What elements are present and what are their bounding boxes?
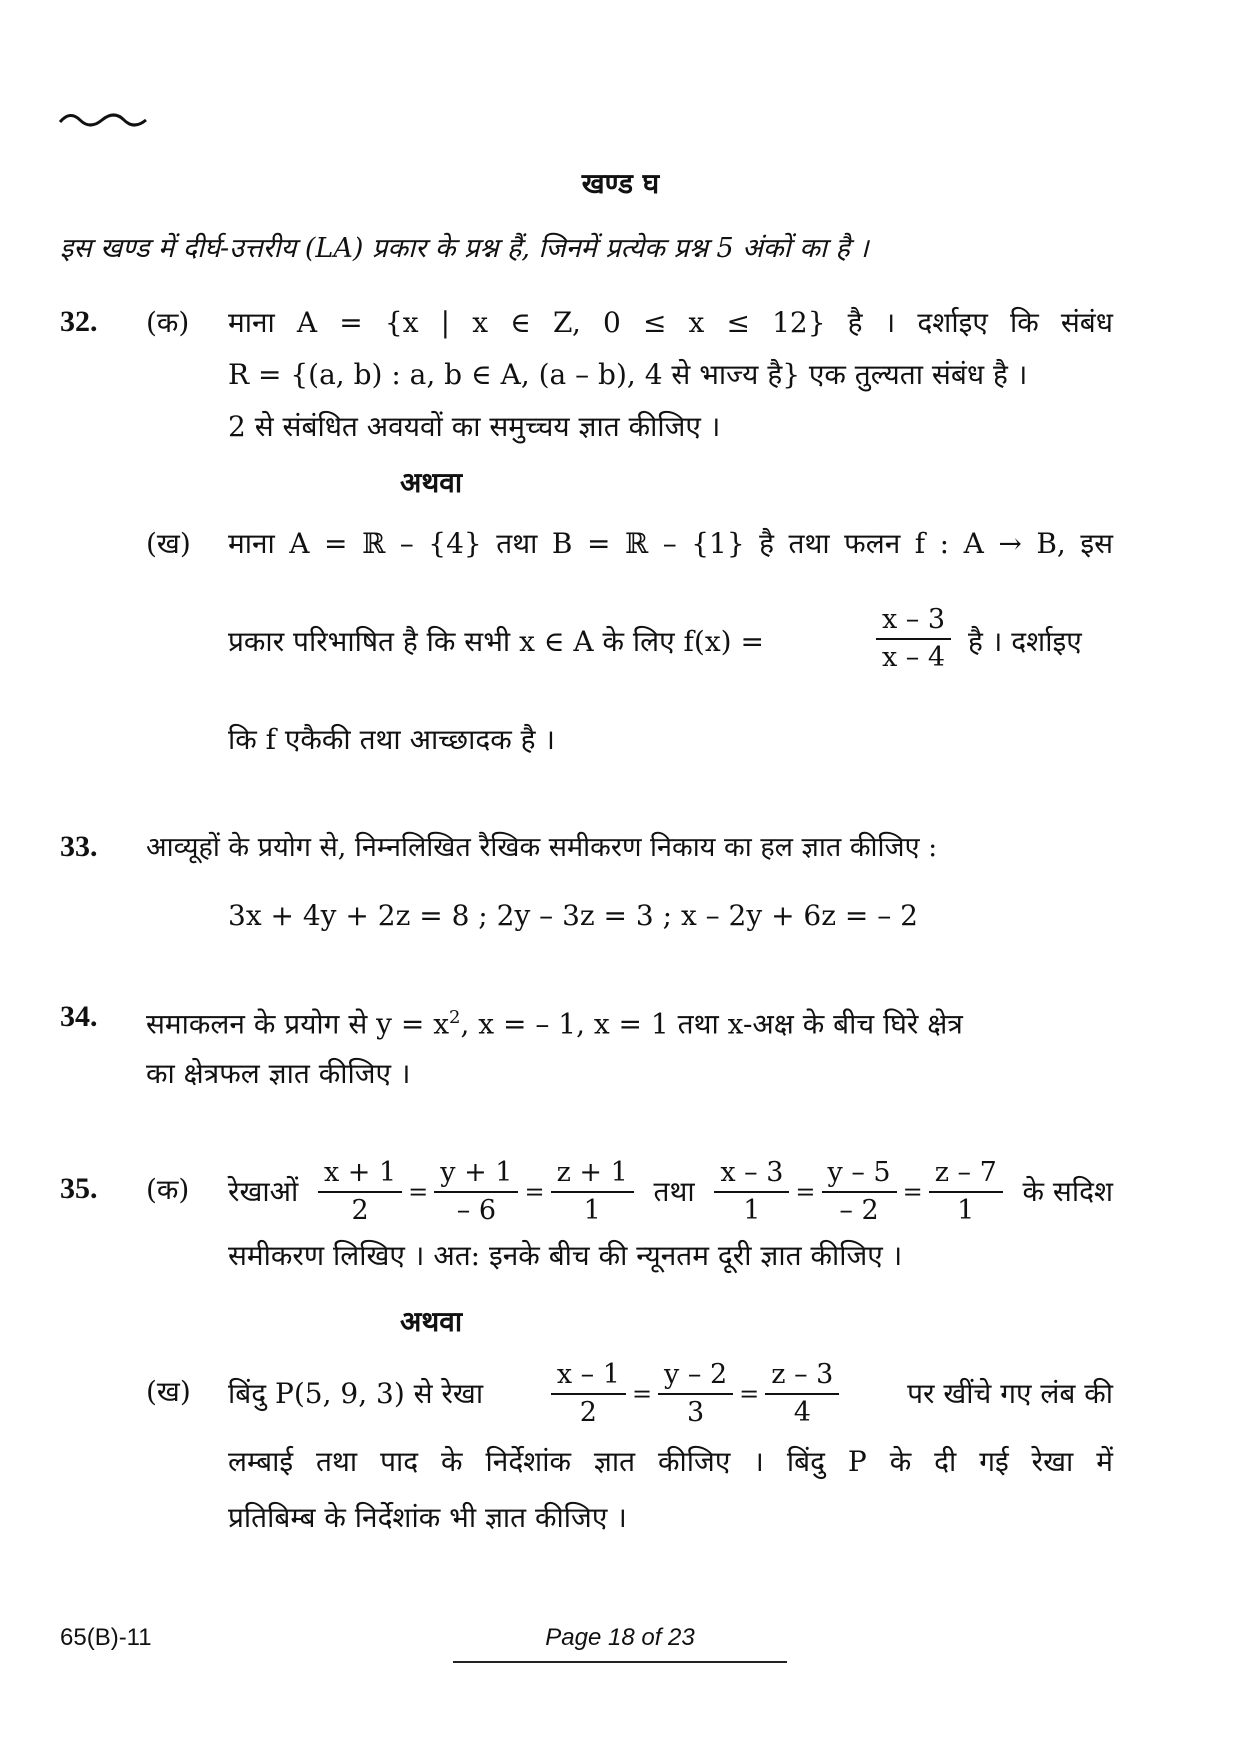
fraction-numerator: y + 1 bbox=[434, 1157, 518, 1193]
fraction-denominator: 4 bbox=[793, 1397, 811, 1428]
q32-b-line2-pre: प्रकार परिभाषित है कि सभी x ∈ A के लिए f(x) = bbox=[228, 625, 764, 658]
fraction-denominator: 1 bbox=[957, 1195, 975, 1226]
paper-code: 65(B)-11 bbox=[60, 1624, 152, 1651]
q35-a-pre: रेखाओं bbox=[228, 1175, 299, 1208]
q33-line1: आव्यूहों के प्रयोग से, निम्नलिखित रैखिक समीकरण निकाय का हल ज्ञात कीजिए : bbox=[146, 832, 938, 863]
q32-a-line1: माना A = {x | x ∈ Z, 0 ≤ x ≤ 12} है । दर्शाइए कि संबंध bbox=[228, 306, 1113, 339]
fraction bbox=[822, 1157, 897, 1227]
q34-line1-pre: समाकलन के प्रयोग से y = x bbox=[146, 1007, 450, 1041]
q35-b-pre: बिंदु P(5, 9, 3) से रेखा bbox=[228, 1377, 484, 1410]
question-number-34: 34. bbox=[60, 1000, 98, 1033]
q35-a-label: (क) bbox=[146, 1173, 190, 1206]
fraction-denominator: 1 bbox=[583, 1195, 601, 1226]
wave-ornament-icon bbox=[58, 108, 148, 130]
fraction bbox=[434, 1157, 518, 1227]
q34-line1 bbox=[146, 1000, 963, 1042]
fraction bbox=[658, 1359, 733, 1429]
fraction bbox=[929, 1157, 1003, 1227]
fraction-numerator: z + 1 bbox=[551, 1157, 634, 1193]
fraction-numerator: y – 5 bbox=[822, 1157, 897, 1193]
q32-b-fraction bbox=[876, 604, 951, 674]
or-separator: अथवा bbox=[400, 466, 463, 499]
q35-b-line1 bbox=[228, 1354, 1113, 1434]
fraction-numerator: x + 1 bbox=[318, 1157, 402, 1193]
q32-a-label: (क) bbox=[146, 306, 190, 339]
fraction-denominator: 2 bbox=[351, 1195, 369, 1226]
fraction bbox=[551, 1157, 634, 1227]
or-separator: अथवा bbox=[400, 1305, 463, 1338]
fraction bbox=[714, 1157, 789, 1227]
question-number-33: 33. bbox=[60, 830, 98, 863]
q33-equations: 3x + 4y + 2z = 8 ; 2y – 3z = 3 ; x – 2y + 6z = – 2 bbox=[228, 899, 918, 932]
q35-b-post: पर खींचे गए लंब की bbox=[907, 1377, 1113, 1410]
q35-a-mid: तथा bbox=[653, 1175, 695, 1208]
q35-b-line3: प्रतिबिम्ब के निर्देशांक भी ज्ञात कीजिए । bbox=[228, 1501, 627, 1534]
page-number: Page 18 of 23 bbox=[545, 1624, 695, 1651]
fraction-denominator: – 2 bbox=[839, 1195, 879, 1226]
q34-exponent: 2 bbox=[449, 1007, 461, 1028]
fraction-denominator: 3 bbox=[687, 1397, 705, 1428]
q32-a-line3: 2 से संबंधित अवयवों का समुच्चय ज्ञात कीजिए । bbox=[228, 410, 721, 443]
q32-a-line2: R = {(a, b) : a, b ∈ A, (a – b), 4 से भाज्य है} एक तुल्यता संबंध है । bbox=[228, 358, 1028, 391]
q34-line2: का क्षेत्रफल ज्ञात कीजिए । bbox=[146, 1057, 411, 1090]
fraction-denominator: x – 4 bbox=[882, 642, 946, 673]
footer-rule bbox=[453, 1661, 787, 1663]
q35-b-label: (ख) bbox=[146, 1375, 191, 1408]
fraction bbox=[551, 1359, 626, 1429]
fraction-numerator: x – 1 bbox=[551, 1359, 626, 1395]
section-intro: इस खण्ड में दीर्घ-उत्तरीय (LA) प्रकार के प्रश्न हैं, जिनमें प्रत्येक प्रश्न 5 अंकों का है । bbox=[60, 233, 869, 264]
q32-b-line3: कि f एकैकी तथा आच्छादक है । bbox=[228, 723, 556, 756]
fraction-numerator: z – 7 bbox=[929, 1157, 1003, 1193]
q35-b-line-equation: $\frac{x - 1}{2}$ = $\frac{y - 2}{3}$ = $\frac{z - 3}{4}$ bbox=[547, 1359, 843, 1429]
fraction bbox=[318, 1157, 402, 1227]
fraction-denominator: 2 bbox=[579, 1397, 597, 1428]
q34-line1-post: , x = – 1, x = 1 तथा x-अक्ष के बीच घिरे क्षेत्र bbox=[460, 1007, 963, 1041]
question-number-32: 32. bbox=[60, 305, 98, 338]
section-title: खण्ड घ bbox=[581, 167, 660, 200]
q35-a-line-equation-2: $\frac{x - 3}{1}$ = $\frac{y - 5}{- 2}$ = $\frac{z - 7}{1}$ bbox=[710, 1157, 1006, 1227]
fraction-numerator: z – 3 bbox=[765, 1359, 839, 1395]
fraction-denominator: 1 bbox=[743, 1195, 761, 1226]
fraction-numerator: x – 3 bbox=[876, 604, 951, 640]
fraction-numerator: x – 3 bbox=[714, 1157, 789, 1193]
q32-b-line2-post: है । दर्शाइए bbox=[968, 625, 1082, 658]
fraction-numerator: y – 2 bbox=[658, 1359, 733, 1395]
q35-a-post: के सदिश bbox=[1022, 1175, 1113, 1208]
fraction bbox=[765, 1359, 839, 1429]
q35-a-line1 bbox=[228, 1152, 1113, 1232]
q32-b-label: (ख) bbox=[146, 527, 191, 560]
q35-b-line2: लम्बाई तथा पाद के निर्देशांक ज्ञात कीजिए । बिंदु P के दी गई रेखा में bbox=[228, 1445, 1113, 1478]
q32-b-line1: माना A = ℝ – {4} तथा B = ℝ – {1} है तथा फलन f : A → B, इस bbox=[228, 527, 1113, 560]
question-number-35: 35. bbox=[60, 1172, 98, 1205]
fraction-denominator: – 6 bbox=[456, 1195, 496, 1226]
q35-a-line2: समीकरण लिखिए । अत: इनके बीच की न्यूनतम दूरी ज्ञात कीजिए । bbox=[228, 1239, 903, 1272]
q35-a-line-equation-1: $\frac{x + 1}{2}$ = $\frac{y + 1}{- 6}$ = $\frac{z + 1}{1}$ bbox=[314, 1157, 638, 1227]
